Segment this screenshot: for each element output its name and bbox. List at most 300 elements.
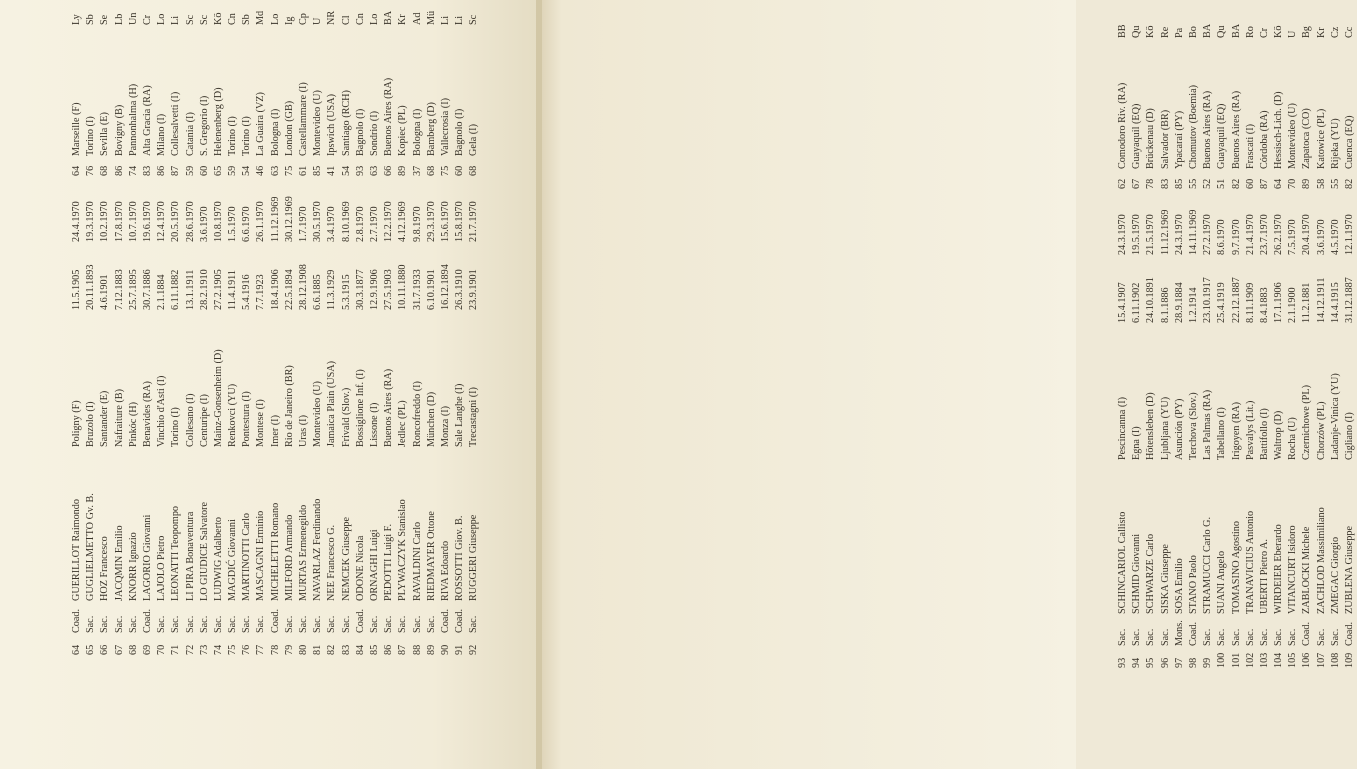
religious-title: Sac. xyxy=(127,615,139,633)
member-name: TOMASINO Agostino xyxy=(1230,521,1242,614)
age-at-death: 65 xyxy=(212,165,224,176)
table-row xyxy=(283,5,297,655)
province-code: Qu xyxy=(1131,25,1143,38)
entry-number: 67 xyxy=(113,644,125,655)
place-of-death: Kopiec (PL) xyxy=(397,105,409,156)
entry-number: 75 xyxy=(227,644,239,655)
birth-date: 11.5.1905 xyxy=(71,269,82,310)
birthplace: Poligny (F) xyxy=(71,400,82,447)
place-of-death: Bamberg (D) xyxy=(425,102,437,156)
member-name: SISKA Giuseppe xyxy=(1159,544,1171,614)
place-of-death: Montevideo (U) xyxy=(312,90,324,156)
province-code: Mü xyxy=(425,10,437,25)
religious-title: Sac. xyxy=(212,615,224,633)
birthplace: Montese (I) xyxy=(255,399,267,447)
birth-date: 6.10.1901 xyxy=(425,269,437,310)
place-of-death: S. Gregorio (I) xyxy=(198,95,210,156)
member-name: VITANCURT Isidoro xyxy=(1287,525,1299,614)
birthplace: München (D) xyxy=(425,391,437,447)
member-name: JACQMIN Emilio xyxy=(113,525,125,601)
entry-number: 88 xyxy=(411,644,423,655)
birthplace: Trecastagni (I) xyxy=(468,387,480,447)
place-of-death: Ypacaraí (PY) xyxy=(1173,110,1185,169)
birthplace: Uras (I) xyxy=(298,415,309,447)
entry-number: 74 xyxy=(212,644,224,655)
table-row xyxy=(98,5,112,655)
entry-number: 98 xyxy=(1187,657,1199,668)
religious-title: Sac. xyxy=(1329,628,1341,646)
birthplace: Renkovci (YU) xyxy=(227,383,239,447)
religious-title: Sac. xyxy=(1117,628,1128,646)
entry-number: 100 xyxy=(1216,652,1228,668)
religious-title: Coad. xyxy=(1301,621,1313,646)
member-name: NEE Francesco G. xyxy=(326,524,338,601)
place-of-death: Sondrio (I) xyxy=(368,111,380,156)
age-at-death: 82 xyxy=(1344,178,1355,189)
table-row xyxy=(198,5,212,655)
religious-title: Sac. xyxy=(326,615,338,633)
entry-number: 94 xyxy=(1131,657,1143,668)
birthplace: Irigoyen (RA) xyxy=(1230,402,1242,460)
entry-number: 106 xyxy=(1301,652,1313,668)
birth-date: 11.3.1929 xyxy=(326,269,338,310)
death-date: 20.4.1970 xyxy=(1301,214,1313,255)
entry-number: 69 xyxy=(141,644,153,655)
province-code: NR xyxy=(326,10,338,25)
birth-date: 18.4.1906 xyxy=(269,269,281,310)
death-date: 27.2.1970 xyxy=(1202,214,1214,255)
entry-number: 83 xyxy=(340,644,352,655)
member-name: ORNAGHI Luigi xyxy=(368,529,380,601)
table-row xyxy=(1159,8,1173,668)
entry-number: 107 xyxy=(1315,652,1327,668)
table-row xyxy=(240,5,254,655)
province-code: Cr xyxy=(1258,27,1270,38)
table-row xyxy=(1315,8,1329,668)
province-code: Li xyxy=(439,15,451,25)
place-of-death: Frascati (I) xyxy=(1244,124,1256,169)
religious-title: Sac. xyxy=(312,615,324,633)
birth-date: 6.6.1885 xyxy=(312,274,324,310)
province-code: Kö xyxy=(212,12,224,25)
birth-date: 28.12.1908 xyxy=(298,264,309,310)
place-of-death: Pannonhalma (H) xyxy=(127,83,139,156)
province-code: Cc xyxy=(1344,26,1355,38)
age-at-death: 85 xyxy=(312,165,324,176)
place-of-death: Bologna (I) xyxy=(269,108,281,156)
member-name: SCHMID Giovanni xyxy=(1131,533,1143,614)
member-name: TRANAVICIUS Antonio xyxy=(1244,510,1256,614)
entry-number: 96 xyxy=(1159,657,1171,668)
religious-title: Sac. xyxy=(1230,628,1242,646)
birth-date: 2.1.1884 xyxy=(156,274,168,310)
entry-number: 73 xyxy=(198,644,210,655)
province-code: Pa xyxy=(1173,27,1185,38)
member-name: PLYWACZYK Stanislao xyxy=(397,499,409,601)
birth-date: 27.2.1905 xyxy=(212,269,224,310)
age-at-death: 87 xyxy=(170,165,182,176)
birth-date: 17.1.1906 xyxy=(1273,282,1285,323)
birth-date: 12.9.1906 xyxy=(368,269,380,310)
birthplace: Tabellano (I) xyxy=(1216,407,1228,460)
province-code: Cz xyxy=(1329,26,1341,38)
death-date: 12.1.1970 xyxy=(1344,214,1355,255)
birth-date: 22.12.1887 xyxy=(1230,277,1242,323)
birth-date: 6.11.1882 xyxy=(170,269,182,310)
book-gutter xyxy=(536,0,542,769)
death-date: 24.3.1970 xyxy=(1173,214,1185,255)
province-code: Kr xyxy=(1315,27,1327,38)
birthplace: Buenos Aires (RA) xyxy=(383,368,395,447)
birth-date: 14.12.1911 xyxy=(1315,277,1327,323)
province-code: Li xyxy=(170,15,182,25)
table-row xyxy=(382,5,396,655)
birth-date: 5.4.1916 xyxy=(241,274,253,310)
birth-date: 23.10.1917 xyxy=(1202,277,1214,323)
religious-title: Sac. xyxy=(198,615,210,633)
birthplace: Cigliano (I) xyxy=(1344,412,1355,460)
member-name: GUERILLOT Raimondo xyxy=(71,499,82,601)
birth-date: 28.2.1910 xyxy=(198,269,210,310)
entry-number: 104 xyxy=(1273,652,1285,668)
religious-title: Sac. xyxy=(85,615,97,633)
death-date: 11.12.1969 xyxy=(1159,209,1171,255)
table-row xyxy=(1300,8,1314,668)
religious-title: Sac. xyxy=(1131,628,1143,646)
entry-number: 79 xyxy=(283,644,295,655)
birthplace: Collesano (I) xyxy=(184,393,196,447)
age-at-death: 68 xyxy=(468,165,480,176)
birthplace: Las Palmas (RA) xyxy=(1202,389,1214,460)
religious-title: Sac. xyxy=(425,615,437,633)
death-date: 9.8.1970 xyxy=(411,206,423,242)
place-of-death: Bagnolo (I) xyxy=(354,108,366,156)
place-of-death: Santiago (RCH) xyxy=(340,90,352,156)
place-of-death: Gela (I) xyxy=(468,124,480,156)
place-of-death: Cuenca (EQ) xyxy=(1344,115,1355,169)
religious-title: Sac. xyxy=(1258,628,1270,646)
birthplace: Hötensleben (D) xyxy=(1145,392,1157,460)
death-date: 1.5.1970 xyxy=(227,206,239,242)
necrology-table-right xyxy=(1116,8,1357,668)
birth-date: 11.4.1911 xyxy=(227,270,239,310)
province-code: BB xyxy=(1117,24,1128,38)
death-date: 30.12.1969 xyxy=(283,196,295,242)
age-at-death: 61 xyxy=(298,165,309,176)
entry-number: 70 xyxy=(156,644,168,655)
table-row xyxy=(1116,8,1130,668)
province-code: U xyxy=(1287,30,1299,38)
entry-number: 105 xyxy=(1287,652,1299,668)
table-row xyxy=(1201,8,1215,668)
place-of-death: Milano (I) xyxy=(156,113,168,156)
member-name: SOSA Emilio xyxy=(1173,558,1185,614)
province-code: Md xyxy=(255,10,267,25)
entry-number: 91 xyxy=(454,644,466,655)
religious-title: Sac. xyxy=(411,615,423,633)
religious-title: Sac. xyxy=(397,615,409,633)
province-code: Cn xyxy=(354,13,366,25)
death-date: 6.6.1970 xyxy=(241,206,253,242)
birth-date: 25.4.1919 xyxy=(1216,282,1228,323)
birth-date: 8.4.1883 xyxy=(1258,287,1270,323)
age-at-death: 70 xyxy=(1287,178,1299,189)
death-date: 12.4.1970 xyxy=(156,201,168,242)
death-date: 15.8.1970 xyxy=(454,201,466,242)
age-at-death: 63 xyxy=(368,165,380,176)
age-at-death: 86 xyxy=(156,165,168,176)
birthplace: Rio de Janeiro (BR) xyxy=(283,365,295,447)
table-row xyxy=(212,5,226,655)
place-of-death: Chomutov (Boemia) xyxy=(1187,84,1199,169)
entry-number: 81 xyxy=(312,644,324,655)
birthplace: Torino (I) xyxy=(170,407,182,447)
table-row xyxy=(141,5,155,655)
religious-title: Sac. xyxy=(241,615,253,633)
table-row xyxy=(1130,8,1144,668)
member-name: RUGGERI Giuseppe xyxy=(468,514,480,601)
death-date: 3.4.1970 xyxy=(326,206,338,242)
entry-number: 85 xyxy=(368,644,380,655)
place-of-death: Salvador (BR) xyxy=(1159,109,1171,169)
member-name: MARTINOTTI Carlo xyxy=(241,513,253,601)
birthplace: Pinkóc (H) xyxy=(127,402,139,447)
birth-date: 30.3.1877 xyxy=(354,269,366,310)
birth-date: 8.1.1886 xyxy=(1159,287,1171,323)
death-date: 8.6.1970 xyxy=(1216,219,1228,255)
table-row xyxy=(1286,8,1300,668)
member-name: MASCAGNI Erminio xyxy=(255,510,267,601)
member-name: STRAMUCCI Carlo G. xyxy=(1202,516,1214,614)
table-row xyxy=(311,5,325,655)
birth-date: 31.12.1887 xyxy=(1344,277,1355,323)
member-name: RIEDMAYER Ottone xyxy=(425,511,437,601)
birthplace: Vinchio d'Asti (I) xyxy=(156,375,168,447)
birth-date: 14.4.1915 xyxy=(1329,282,1341,323)
table-row xyxy=(70,5,84,655)
province-code: Bo xyxy=(1187,26,1199,38)
religious-title: Mons. xyxy=(1173,620,1185,646)
birthplace: Pasvalys (Lit.) xyxy=(1244,400,1256,460)
religious-title: Sac. xyxy=(368,615,380,633)
member-name: LI PIRA Bonaventura xyxy=(184,511,196,601)
province-code: Ly xyxy=(71,14,82,25)
death-date: 2.7.1970 xyxy=(368,206,380,242)
place-of-death: Brückenau (D) xyxy=(1145,108,1157,169)
place-of-death: Alta Gracia (RA) xyxy=(141,85,153,156)
age-at-death: 60 xyxy=(454,165,466,176)
entry-number: 82 xyxy=(326,644,338,655)
religious-title: Coad. xyxy=(354,608,366,633)
birthplace: Chorzów (PL) xyxy=(1315,401,1327,460)
age-at-death: 55 xyxy=(1187,178,1199,189)
province-code: Lo xyxy=(368,13,380,25)
age-at-death: 75 xyxy=(439,165,451,176)
birth-date: 22.5.1894 xyxy=(283,269,295,310)
death-date: 10.7.1970 xyxy=(127,201,139,242)
table-row xyxy=(1343,8,1357,668)
religious-title: Coad. xyxy=(1187,621,1199,646)
entry-number: 109 xyxy=(1344,652,1355,668)
age-at-death: 82 xyxy=(1230,178,1242,189)
birthplace: Pontestura (I) xyxy=(241,391,253,447)
religious-title: Sac. xyxy=(113,615,125,633)
province-code: BA xyxy=(1202,23,1214,38)
death-date: 26.1.1970 xyxy=(255,201,267,242)
entry-number: 99 xyxy=(1202,657,1214,668)
age-at-death: 83 xyxy=(141,165,153,176)
province-code: Cp xyxy=(298,13,309,25)
birthplace: Sale Langhe (I) xyxy=(454,383,466,447)
member-name: ZACHLOD Massimiliano xyxy=(1315,507,1327,614)
province-code: Qu xyxy=(1216,25,1228,38)
birthplace: Rocha (U) xyxy=(1287,417,1299,460)
entry-number: 103 xyxy=(1258,652,1270,668)
member-name: ZMEGAC Giorgio xyxy=(1329,536,1341,614)
religious-title: Sac. xyxy=(383,615,395,633)
province-code: Lo xyxy=(156,13,168,25)
birth-date: 15.4.1907 xyxy=(1117,282,1128,323)
province-code: Sb xyxy=(241,14,253,25)
death-date: 12.2.1970 xyxy=(383,201,395,242)
age-at-death: 78 xyxy=(1145,178,1157,189)
province-code: Li xyxy=(454,15,466,25)
religious-title: Sac. xyxy=(298,615,309,633)
place-of-death: Buenos Aires (RA) xyxy=(383,77,395,156)
member-name: SCHWARZE Carlo xyxy=(1145,533,1157,614)
religious-title: Sac. xyxy=(468,615,480,633)
province-code: Un xyxy=(127,12,139,25)
member-name: LAJOLO Pietro xyxy=(156,535,168,601)
table-row xyxy=(439,5,453,655)
place-of-death: Helenenberg (D) xyxy=(212,87,224,156)
place-of-death: Bagnolo (I) xyxy=(454,108,466,156)
place-of-death: Ipswich (USA) xyxy=(326,94,338,156)
death-date: 19.3.1970 xyxy=(85,201,97,242)
table-row xyxy=(396,5,410,655)
age-at-death: 74 xyxy=(127,165,139,176)
death-date: 3.6.1970 xyxy=(1315,219,1327,255)
birth-date: 1.2.1914 xyxy=(1187,287,1199,323)
religious-title: Sac. xyxy=(184,615,196,633)
entry-number: 108 xyxy=(1329,652,1341,668)
death-date: 14.11.1969 xyxy=(1187,209,1199,255)
birthplace: Frivald (Slov.) xyxy=(340,387,352,447)
birthplace: Battifollo (I) xyxy=(1258,408,1270,460)
age-at-death: 52 xyxy=(1202,178,1214,189)
age-at-death: 87 xyxy=(1258,178,1270,189)
left-page xyxy=(0,0,540,769)
age-at-death: 63 xyxy=(269,165,281,176)
age-at-death: 93 xyxy=(354,165,366,176)
death-date: 24.3.1970 xyxy=(1117,214,1128,255)
birthplace: Asunción (PY) xyxy=(1173,398,1185,460)
religious-title: Sac. xyxy=(1202,628,1214,646)
religious-title: Coad. xyxy=(141,608,153,633)
entry-number: 72 xyxy=(184,644,196,655)
table-row xyxy=(1258,8,1272,668)
place-of-death: Torino (I) xyxy=(227,116,239,156)
birthplace: Imer (I) xyxy=(269,415,281,447)
age-at-death: 54 xyxy=(340,165,352,176)
province-code: BA xyxy=(1230,23,1242,38)
age-at-death: 83 xyxy=(1159,178,1171,189)
table-row xyxy=(169,5,183,655)
member-name: LUDWIG Adalberto xyxy=(212,516,224,601)
table-row xyxy=(354,5,368,655)
birth-date: 20.11.1893 xyxy=(85,264,97,310)
death-date: 29.3.1970 xyxy=(425,201,437,242)
table-row xyxy=(340,5,354,655)
province-code: Re xyxy=(1159,26,1171,38)
place-of-death: London (GB) xyxy=(283,100,295,156)
religious-title: Sac. xyxy=(1216,628,1228,646)
place-of-death: Zapatoca (CO) xyxy=(1301,108,1313,169)
death-date: 11.12.1969 xyxy=(269,196,281,242)
age-at-death: 51 xyxy=(1216,178,1228,189)
birthplace: Roncofreddo (I) xyxy=(411,381,423,447)
table-row xyxy=(1244,8,1258,668)
birth-date: 8.11.1909 xyxy=(1244,282,1256,323)
age-at-death: 46 xyxy=(255,165,267,176)
table-row xyxy=(1329,8,1343,668)
table-row xyxy=(1173,8,1187,668)
table-row xyxy=(1215,8,1229,668)
death-date: 10.8.1970 xyxy=(212,201,224,242)
birthplace: Bruzolo (I) xyxy=(85,401,97,447)
birth-date: 23.9.1901 xyxy=(468,269,480,310)
province-code: Ad xyxy=(411,12,423,25)
member-name: LO GIUDICE Salvatore xyxy=(198,501,210,601)
death-date: 21.7.1970 xyxy=(468,201,480,242)
member-name: ROSSOTTI Giov. B. xyxy=(454,515,466,601)
member-name: KNORR Ignazio xyxy=(127,532,139,601)
religious-title: Sac. xyxy=(170,615,182,633)
death-date: 26.2.1970 xyxy=(1273,214,1285,255)
member-name: MURTAS Ermenegildo xyxy=(298,504,309,601)
age-at-death: 66 xyxy=(383,165,395,176)
place-of-death: Katowice (PL) xyxy=(1315,108,1327,169)
entry-number: 95 xyxy=(1145,657,1157,668)
age-at-death: 37 xyxy=(411,165,423,176)
birth-date: 30.7.1886 xyxy=(141,269,153,310)
religious-title: Coad. xyxy=(439,608,451,633)
member-name: UBERTI Pietro A. xyxy=(1258,539,1270,614)
member-name: RAVALDINI Carlo xyxy=(411,521,423,601)
entry-number: 86 xyxy=(383,644,395,655)
place-of-death: Torino (I) xyxy=(85,116,97,156)
place-of-death: Castellammare (I) xyxy=(298,82,309,156)
birthplace: Bossiglione Inf. (I) xyxy=(354,369,366,447)
member-name: ZABLOCKI Michele xyxy=(1301,526,1313,614)
birthplace: Czernichowe (PL) xyxy=(1301,385,1313,460)
birthplace: Santander (E) xyxy=(99,390,111,447)
death-date: 30.5.1970 xyxy=(312,201,324,242)
age-at-death: 67 xyxy=(1131,178,1143,189)
table-row xyxy=(297,5,311,655)
place-of-death: Vallecrosia (I) xyxy=(439,98,451,156)
birth-date: 16.12.1894 xyxy=(439,264,451,310)
province-code: Kö xyxy=(1145,25,1157,38)
member-name: STANO Paolo xyxy=(1187,555,1199,614)
age-at-death: 58 xyxy=(1315,178,1327,189)
death-date: 8.10.1969 xyxy=(340,201,352,242)
age-at-death: 54 xyxy=(241,165,253,176)
birth-date: 7.12.1883 xyxy=(113,269,125,310)
place-of-death: Bovigny (B) xyxy=(113,104,125,156)
age-at-death: 68 xyxy=(425,165,437,176)
religious-title: Sac. xyxy=(255,615,267,633)
